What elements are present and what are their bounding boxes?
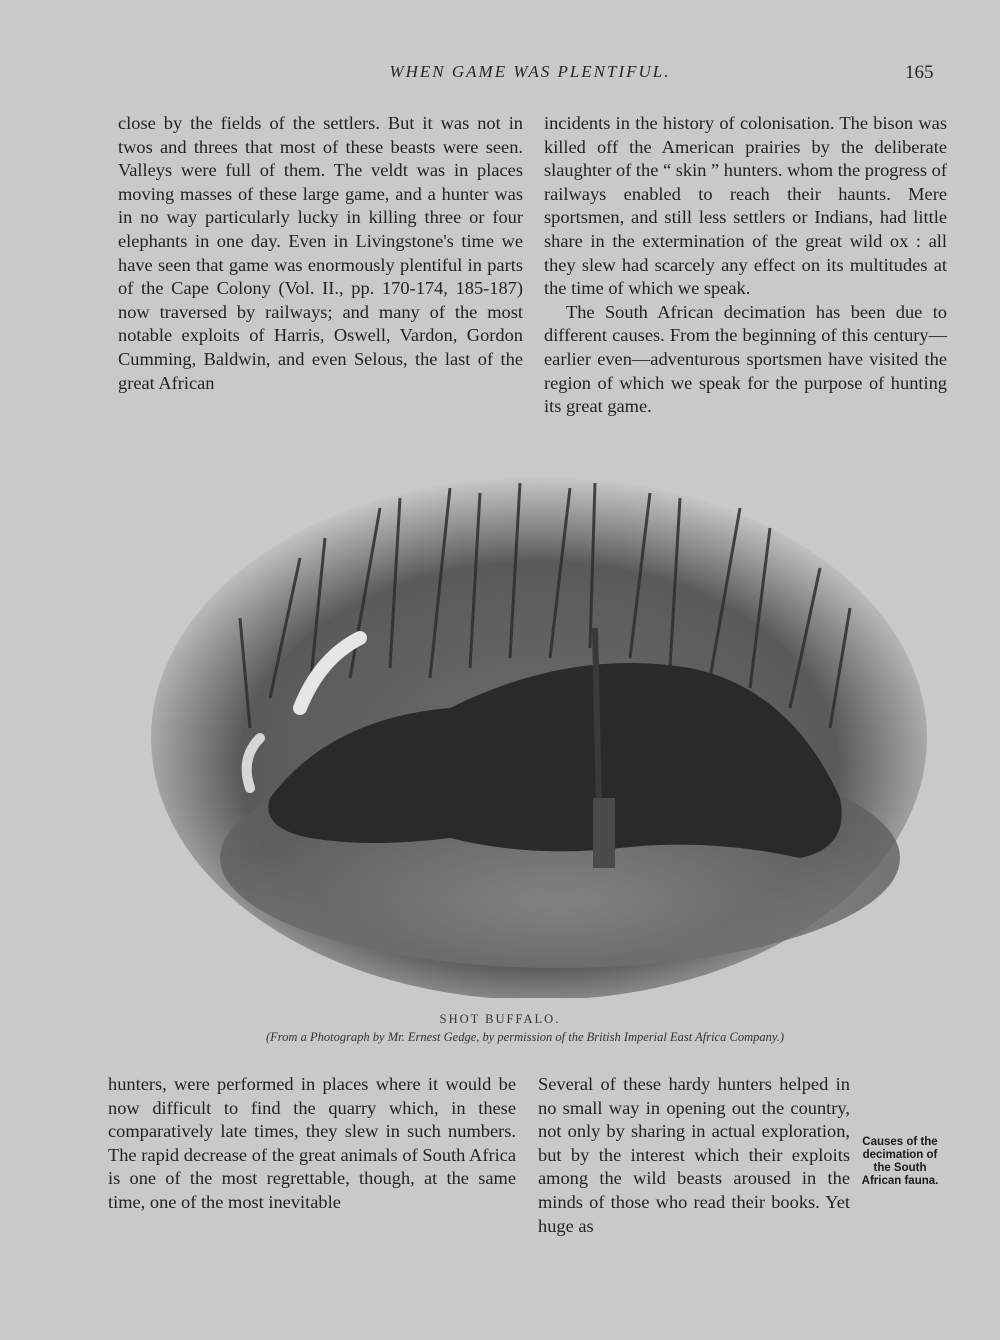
marginal-note: Causes of the decimation of the South African fauna. — [861, 1136, 939, 1187]
page-number: 165 — [905, 62, 934, 83]
bottom-right-column — [538, 1073, 850, 1238]
illustration-caption-title: SHOT BUFFALO. — [439, 1012, 561, 1026]
top-left-paragraph: close by the fields of the settlers. But it was not in twos and threes that most of these beasts were seen. Valleys were full of them. The veldt was in places moving masses of these large game, and a hunter was in no way particularly lucky in killing three or four elephants in one day. Even in Livingstone's time we have seen that game was enormously plentiful in parts of the Cape Colony (Vol. II., pp. 170-174, 185-187) now traversed by railways; and many of the most notable exploits of Harris, Oswell, Vardon, Gordon Cumming, Baldwin, and even Selous, the last of the great African — [118, 113, 523, 393]
top-right-column — [544, 112, 947, 419]
bottom-left-column — [108, 1073, 516, 1215]
buffalo-illustration — [150, 468, 928, 998]
illustration-caption-credit: (From a Photograph by Mr. Ernest Gedge, by permission of the British Imperial East Africa Company.) — [265, 1030, 784, 1044]
top-left-column — [118, 112, 523, 395]
bottom-right-paragraph: Several of these hardy hunters helped in no small way in opening out the country, not only by sharing in actual exploration, but by the interest which their exploits among the wild beasts aroused in the minds of those who read their books. Yet huge as — [538, 1074, 850, 1236]
running-title: WHEN GAME WAS PLENTIFUL. — [389, 62, 671, 81]
top-right-paragraph-2: The South African decimation has been due to different causes. From the beginning of this century—earlier even—adventurous sportsmen have visited the region of which we speak for the purpose of hunting its great game. — [544, 301, 947, 417]
bottom-left-paragraph: hunters, were performed in places where it would be now difficult to find the quarry which, in these comparatively late times, they slew in such numbers. The rapid decrease of the great animals of South Africa is one of the most regrettable, though, at the same time, one of the most inevitable — [108, 1074, 516, 1212]
top-right-paragraph-1: incidents in the history of colonisation. The bison was killed off the American prairies by the deliberate slaughter of the “ skin ” hunters. whom the progress of railways enabled to reach their haunts. Mere sportsmen, and still less settlers or Indians, had little share in the extermination of the great wild ox : all they slew had scarcely any effect on its multitudes at the time of which we speak. — [544, 113, 947, 299]
